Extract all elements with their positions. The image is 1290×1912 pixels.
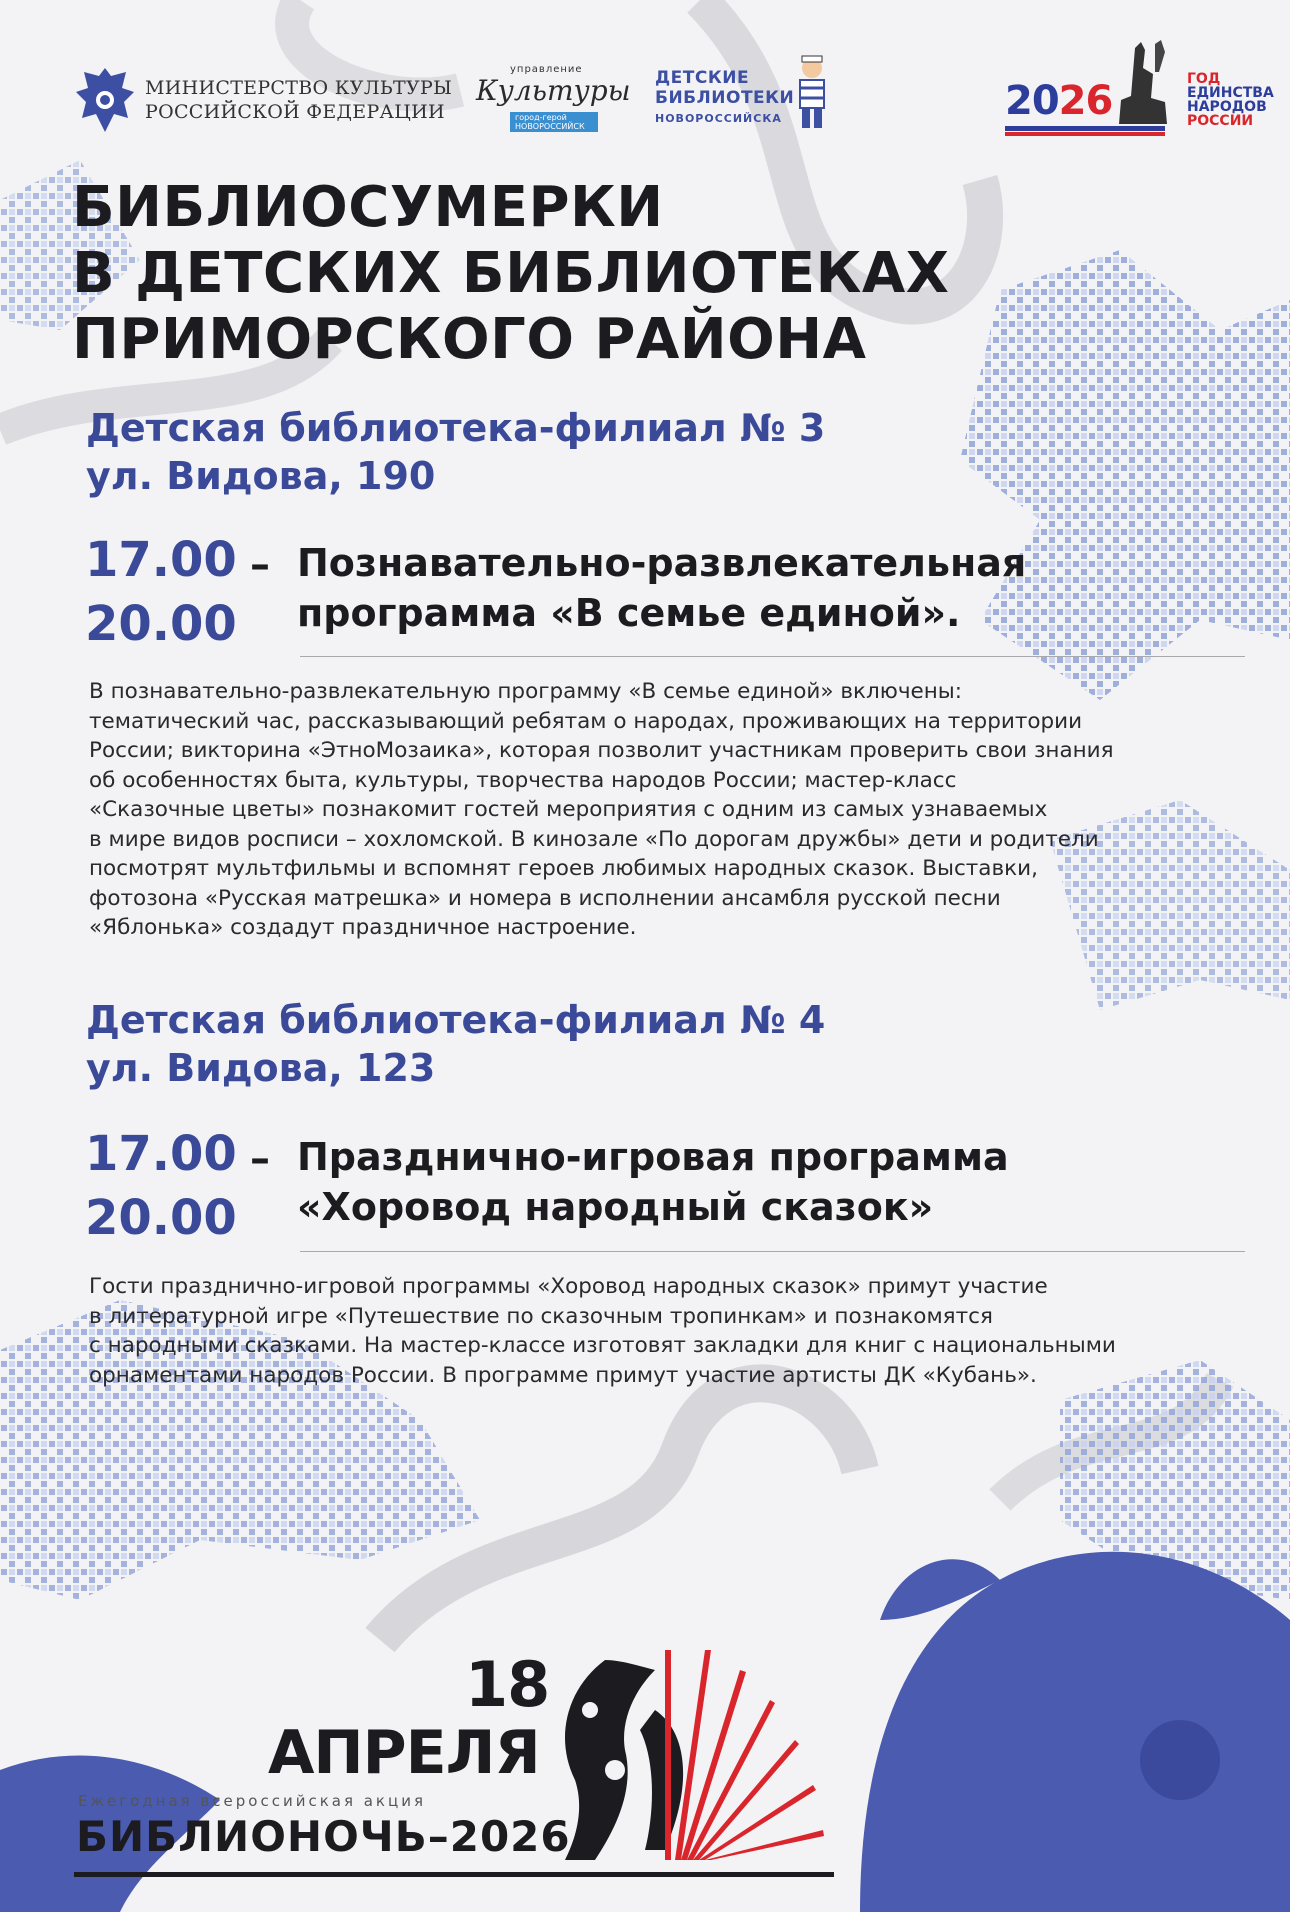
time-start: 17.00 (85, 532, 237, 588)
time-end: 20.00 (85, 1190, 237, 1246)
event-1-library (86, 404, 825, 500)
culture-sub-text: город-герой НОВОРОССИЙСК (510, 112, 598, 132)
divider (300, 656, 1245, 657)
library-name: Детская библиотека-филиал № 4 (86, 998, 826, 1042)
event-1-times (85, 528, 237, 656)
sailor-kid-icon (790, 54, 834, 134)
footer-subtitle: Ежегодная всероссийская акция (78, 1792, 426, 1810)
title-line2: В ДЕТСКИХ БИБЛИОТЕКАХ (72, 241, 950, 306)
kids-libs-line1: ДЕТСКИЕ (655, 68, 750, 88)
footer-month: АПРЕЛЯ (268, 1718, 540, 1788)
eagle-emblem-icon (70, 62, 140, 137)
event-2-library (86, 996, 825, 1092)
library-address: ул. Видова, 190 (86, 454, 436, 498)
event-2-description: Гости празднично-игровой программы «Хоровод народных сказок» примут участие в литературной игре «Путешествие по сказочным тропинкам» и познакомятся с народными сказками. На мастер-классе изготовят закладки для книг с национальными орнаментами народов России. В программе примут участие артисты ДК «Кубань». (89, 1274, 1116, 1388)
footer-action-name: БИБЛИОНОЧЬ–2026 (76, 1812, 571, 1861)
kids-libraries-logo (655, 68, 835, 138)
time-start: 17.00 (85, 1126, 237, 1182)
program-line1: Празднично-игровая программа (297, 1135, 1009, 1179)
program-line2: «Хоровод народный сказок» (297, 1185, 934, 1229)
program-line1: Познавательно-развлекательная (297, 541, 1027, 585)
event-1-program (297, 538, 1026, 638)
divider (300, 1251, 1245, 1252)
title-line1: БИБЛИОСУМЕРКИ (72, 175, 664, 240)
ministry-logo (70, 62, 453, 137)
year-of-unity-logo (1005, 38, 1275, 138)
ministry-line1: МИНИСТЕРСТВО КУЛЬТУРЫ (145, 77, 453, 99)
program-line2: программа «В семье единой». (297, 591, 961, 635)
title-line3: ПРИМОРСКОГО РАЙОНА (72, 307, 867, 372)
culture-small-text: управление (510, 64, 583, 75)
event-2-times (85, 1122, 237, 1250)
ministry-line2: РОССИЙСКОЙ ФЕДЕРАЦИИ (145, 101, 445, 123)
event-1-description: В познавательно-развлекательную программу «В семье единой» включены: тематический час, рассказывающий ребятам о народах, проживающих на территории России; викторина «ЭтноМозаика», которая позволит участникам проверить свои знания об особенностях быта, культуры, творчества народов России; мастер-класс «Сказочные цветы» познакомит гостей мероприятия с одним из самых узнаваемых в мире видов росписи – хохломской. В кинозале «По дорогам дружбы» дети и родители посмотрят мультфильмы и вспомнят героев любимых народных сказок. Выставки, фотозона «Русская матрешка» и номера в исполнении ансамбля русской песни «Яблонька» создадут праздничное настроение. (89, 679, 1114, 940)
monument-icon (1105, 38, 1185, 128)
event-1-dash: – (250, 542, 270, 588)
kids-libs-line3: НОВОРОССИЙСКА (655, 112, 782, 125)
time-end: 20.00 (85, 596, 237, 652)
year-number: 2026 (1005, 78, 1113, 124)
year-unity-text: ГОД ЕДИНСТВА НАРОДОВ РОССИИ (1187, 71, 1274, 129)
biblionight-logo-icon (545, 1650, 845, 1870)
culture-big-text: Культуры (476, 74, 631, 107)
footer-underline (74, 1872, 834, 1877)
kids-libs-line2: БИБЛИОТЕКИ (655, 88, 795, 108)
event-2-program (297, 1132, 1009, 1232)
footer-day: 18 (465, 1648, 550, 1721)
event-2-dash: – (250, 1136, 270, 1182)
library-address: ул. Видова, 123 (86, 1046, 436, 1090)
page-title (72, 175, 949, 373)
culture-department-logo (458, 62, 631, 134)
library-name: Детская библиотека-филиал № 3 (86, 406, 826, 450)
